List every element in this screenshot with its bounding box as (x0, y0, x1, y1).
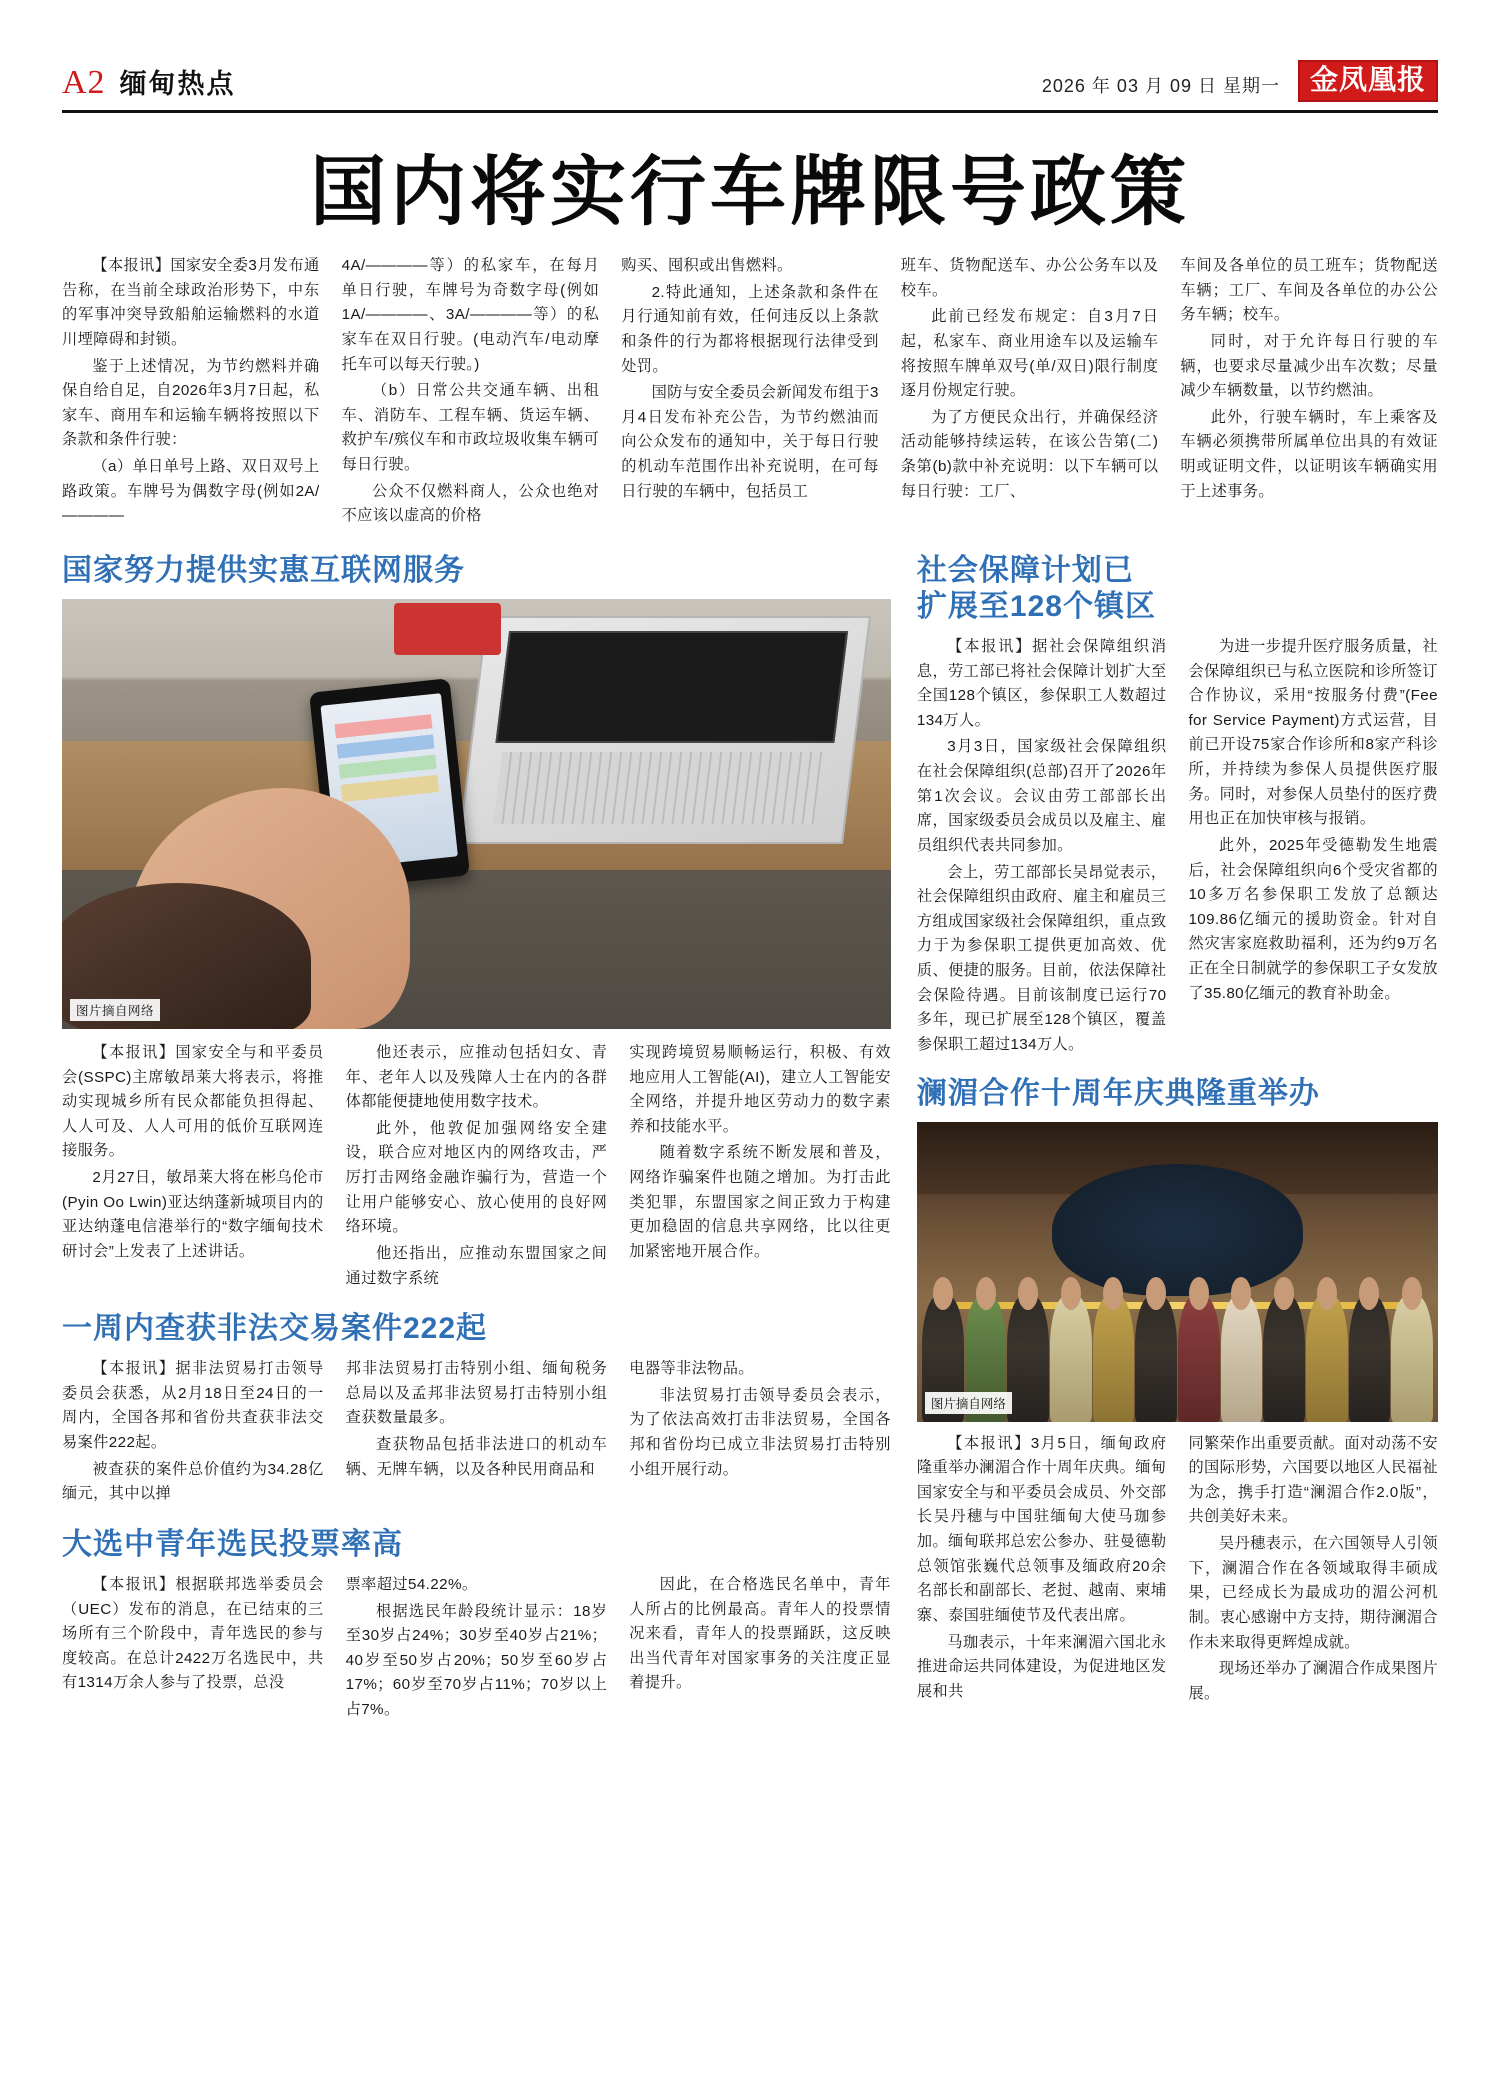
paragraph: 【本报讯】据非法贸易打击领导委员会获悉，从2月18日至24日的一周内，全国各邦和省份共查获非法交易案件222起。 (62, 1360, 324, 1451)
paragraph: 购买、囤积或出售燃料。 (621, 257, 793, 274)
paragraph: 为了方便民众出行，并确保经济活动能够持续运转，在该公告第(二)条第(b)款中补充说明：以下车辆可以每日行驶：工厂、 (900, 408, 1159, 500)
paragraph: 票率超过54.22%。 (345, 1575, 478, 1593)
illegal-trade-column-3 (629, 1357, 891, 1509)
paragraph: 鉴于上述情况，为节约燃料并确保自给自足，自2026年3月7日起，私家车、商用车和运输车辆将按照以下条款和条件行驶： (62, 357, 320, 449)
illegal-trade-column-1 (62, 1357, 324, 1509)
laptop-keyboard (493, 752, 822, 824)
paragraph: 4A/————等）的私家车，在每月单日行驶，车牌号为奇数字母(例如1A/————、3A/————等）的私家车在双日行驶。(电动汽车/电动摩托车可以每天行驶。) (341, 257, 600, 373)
paragraph: 因此，在合格选民名单中，青年人所占的比例最高。青年人的投票情况来看，青年人的投票踊跃，这反映出当代青年对国家事务的关注度正显着提升。 (629, 1575, 891, 1692)
social-security-heading-line2: 扩展至128个镇区 (916, 589, 1156, 623)
masthead (62, 60, 1438, 113)
paragraph: 国防与安全委员会新闻发布组于3月4日发布补充公告，为节约燃油而向公众发布的通知中，关于每日行驶的机动车范围作出补充说明，在可每日行驶的车辆中，包括员工 (621, 384, 879, 500)
laptop-screen (496, 631, 849, 742)
paragraph: 他还指出，应推动东盟国家之间通过数字系统 (345, 1244, 608, 1287)
newspaper-logo: 金凤凰报 (1298, 60, 1438, 102)
section-title: 缅甸热点 (119, 69, 236, 99)
top-article-column-5 (1180, 254, 1438, 531)
person (1349, 1295, 1391, 1422)
person (1050, 1295, 1092, 1422)
paragraph: 【本报讯】据社会保障组织消息，劳工部已将社会保障计划扩大至全国128个镇区，参保职工人数超过134万人。 (916, 637, 1167, 729)
paragraph: 【本报讯】国家安全委3月发布通告称，在当前全球政治形势下，中东的军事冲突导致船舶运输燃料的水道川堙障碍和封锁。 (62, 257, 320, 348)
paragraph: 班车、货物配送车、办公公务车以及校车。 (900, 257, 1159, 299)
internet-article (62, 545, 891, 1725)
paragraph: （a）单日单号上路、双日双号上路政策。车牌号为偶数字母(例如2A/———— (62, 458, 320, 525)
top-article-column-3 (621, 254, 879, 531)
paragraph: 此外，行驶车辆时，车上乘客及车辆必须携带所属单位出具的有效证明或证明文件，以证明该车辆确实用于上述事务。 (1180, 408, 1438, 500)
illegal-trade-column-2 (346, 1357, 608, 1509)
internet-article-heading: 国家努力提供实惠互联网服务 (62, 553, 465, 587)
paragraph: 根据选民年龄段统计显示：18岁至30岁占24%；30岁至40岁占21%；40岁至50岁占20%；50岁至60岁占17%；60岁至70岁占11%；70岁以上占7%。 (345, 1602, 608, 1718)
person (1221, 1295, 1263, 1422)
paragraph: 2月27日，敏昂莱大将在彬乌伦市(Pyin Oo Lwin)亚达纳蓬新城项目内的亚达纳蓬电信港举行的“数字缅甸技术研讨会”上发表了上述讲话。 (62, 1169, 324, 1260)
youth-vote-column-1 (62, 1573, 324, 1725)
person (1178, 1295, 1220, 1422)
social-security-column-2 (1188, 635, 1438, 1060)
paragraph: （b）日常公共交通车辆、出租车、消防车、工程车辆、货运车辆、救护车/殡仪车和市政垃圾收集车辆可每日行驶。 (341, 382, 600, 473)
youth-vote-column-2 (346, 1573, 608, 1725)
paragraph: 非法贸易打击领导委员会表示，为了依法高效打击非法贸易，全国各邦和省份均已成立非法贸易打击特别小组开展行动。 (629, 1386, 891, 1478)
internet-article-column-3 (629, 1041, 891, 1293)
lancang-photo (917, 1122, 1438, 1422)
paragraph: 随着数字系统不断发展和普及，网络诈骗案件也随之增加。为打击此类犯罪，东盟国家之间正致力于构建更加稳固的信息共享网络，比以往更加紧密地开展合作。 (629, 1144, 891, 1260)
red-object (394, 603, 502, 655)
paragraph: 此外，他敦促加强网络安全建设，联合应对地区内的网络攻击，严厉打击网络金融诈骗行为，营造一个让用户能够安心、放心使用的良好网络环境。 (345, 1119, 608, 1236)
paragraph: 【本报讯】国家安全与和平委员会(SSPC)主席敏昂莱大将表示，将推动实现城乡所有民众都能负担得起、人人可及、人人可用的低价互联网连接服务。 (62, 1043, 324, 1160)
lancang-body (917, 1432, 1438, 1709)
person (1135, 1295, 1177, 1422)
social-security-body (917, 635, 1438, 1060)
internet-article-column-1 (62, 1041, 324, 1293)
paragraph: 查获物品包括非法进口的机动车辆、无牌车辆，以及各种民用商品和 (345, 1436, 608, 1478)
paragraph: 会上，劳工部部长吴昂觉表示，社会保障组织由政府、雇主和雇员三方组成国家级社会保障组织，重点致力于为参保职工提供更加高效、优质、便捷的服务。目前，依法保障社会保险待遇。目前该制度已运行70多年，现已扩展至128个镇区，覆盖参保职工超过134万人。 (916, 863, 1167, 1053)
internet-article-photo (62, 599, 891, 1029)
lancang-column-2 (1188, 1432, 1438, 1709)
person (1306, 1295, 1348, 1422)
person (1093, 1295, 1135, 1422)
paragraph: 电器等非法物品。 (629, 1360, 754, 1378)
illegal-trade-heading: 一周内查获非法交易案件222起 (62, 1312, 488, 1346)
paragraph: 同时，对于允许每日行驶的车辆，也要求尽量减少出车次数；尽量减少车辆数量，以节约燃油。 (1180, 332, 1438, 400)
paragraph: 此外，2025年受德勒发生地震后，社会保障组织向6个受灾省都的10多万名参保职工发放了总额达109.86亿缅元的援助资金。针对自然灾害家庭救助福利，还为约9万名正在全日制就学的参保职工子女发放了35.80亿缅元的教育补助金。 (1188, 836, 1438, 1002)
top-article (62, 254, 1438, 531)
internet-article-body (62, 1041, 891, 1293)
social-security-heading-line1: 社会保障计划已 (916, 553, 1134, 587)
issue-date: 2026 年 03 月 09 日 星期一 (1041, 76, 1280, 96)
lancang-column-1 (917, 1432, 1167, 1709)
masthead-right (1042, 60, 1438, 102)
paragraph: 邦非法贸易打击特别小组、缅甸税务总局以及孟邦非法贸易打击特别小组查获数量最多。 (345, 1360, 608, 1427)
illegal-trade-body (62, 1357, 891, 1509)
paragraph: 【本报讯】3月5日，缅甸政府隆重举办澜湄合作十周年庆典。缅甸国家安全与和平委员会成员、外交部长吴丹穗与中国驻缅甸大使马珈参加。缅甸联邦总宏公参办、驻曼德勒总领馆张巍代总领事及缅政府20余名部长和副部长、老挝、越南、柬埔寨、泰国驻缅使节及代表出席。 (916, 1434, 1167, 1624)
paragraph: 实现跨境贸易顺畅运行，积极、有效地应用人工智能(AI)，建立人工智能安全网络，并提升地区劳动力的数字素养和技能水平。 (629, 1043, 891, 1135)
photo-caption: 图片摘自网络 (925, 1392, 1012, 1414)
paragraph: 同繁荣作出重要贡献。面对动荡不安的国际形势，六国要以地区人民福祉为念，携手打造“澜湄合作2.0版”，共创美好未来。 (1188, 1434, 1438, 1526)
laptop-icon (458, 616, 871, 844)
internet-article-column-2 (346, 1041, 608, 1293)
paragraph: 他还表示，应推动包括妇女、青年、老年人以及残障人士在内的各群体都能便捷地使用数字技术。 (345, 1043, 608, 1111)
mid-section (62, 545, 1438, 1725)
paragraph: 2.特此通知，上述条款和条件在月行通知前有效，任何违反以上条款和条件的行为都将根据现行法律受到处罚。 (621, 283, 879, 375)
masthead-left (62, 62, 236, 102)
paragraph: 车间及各单位的员工班车；货物配送车辆；工厂、车间及各单位的办公公务车辆；校车。 (1180, 257, 1438, 324)
paragraph: 吴丹穗表示，在六国领导人引领下，澜湄合作在各领域取得丰硕成果，已经成长为最成功的湄公河机制。衷心感谢中方支持，期待澜湄合作未来取得更辉煌成就。 (1188, 1535, 1438, 1651)
paragraph: 公众不仅燃料商人，公众也绝对不应该以虚高的价格 (341, 482, 600, 525)
paragraph: 马珈表示，十年来澜湄六国北永推进命运共同体建设，为促进地区发展和共 (916, 1633, 1167, 1700)
stage-backdrop (1052, 1164, 1302, 1296)
top-article-column-1 (62, 254, 320, 531)
page-number: A2 (62, 64, 106, 101)
paragraph: 【本报讯】根据联邦选举委员会（UEC）发布的消息，在已结束的三场所有三个阶段中，青年选民的参与度较高。在总计2422万名选民中，共有1314万余人参与了投票，总没 (62, 1575, 324, 1692)
paragraph: 3月3日，国家级社会保障组织在社会保障组织(总部)召开了2026年第1次会议。会议由劳工部部长出席，国家级委员会成员以及雇主、雇员组织代表共同参加。 (916, 738, 1167, 854)
youth-vote-column-3 (629, 1573, 891, 1725)
main-headline: 国内将实行车牌限号政策 (310, 150, 1190, 235)
social-security-column-1 (917, 635, 1167, 1060)
paragraph: 此前已经发布规定：自3月7日起，私家车、商业用途车以及运输车将按照车牌单双号(单/双日)限行制度逐月份规定行驶。 (900, 308, 1159, 400)
top-article-column-2 (342, 254, 600, 531)
person (1263, 1295, 1305, 1422)
youth-vote-body (62, 1573, 891, 1725)
person (1007, 1295, 1049, 1422)
paragraph: 为进一步提升医疗服务质量，社会保障组织已与私立医院和诊所签订合作协议，采用“按服务付费”(Fee for Service Payment)方式运营，目前已开设75家合作诊所和8家产科诊所，并持续为参保人员提供医疗服务。同时，对参保人员垫付的医疗费用也正在加快审核与报销。 (1188, 637, 1438, 828)
person (1391, 1295, 1433, 1422)
top-article-column-4 (901, 254, 1159, 531)
paragraph: 被查获的案件总价值约为34.28亿缅元，其中以掸 (62, 1460, 324, 1503)
youth-vote-heading: 大选中青年选民投票率高 (62, 1527, 403, 1561)
lancang-heading: 澜湄合作十周年庆典隆重举办 (916, 1076, 1320, 1110)
right-column (917, 545, 1438, 1725)
paragraph: 现场还举办了澜湄合作成果图片展。 (1188, 1660, 1438, 1702)
photo-caption: 图片摘自网络 (70, 999, 160, 1021)
